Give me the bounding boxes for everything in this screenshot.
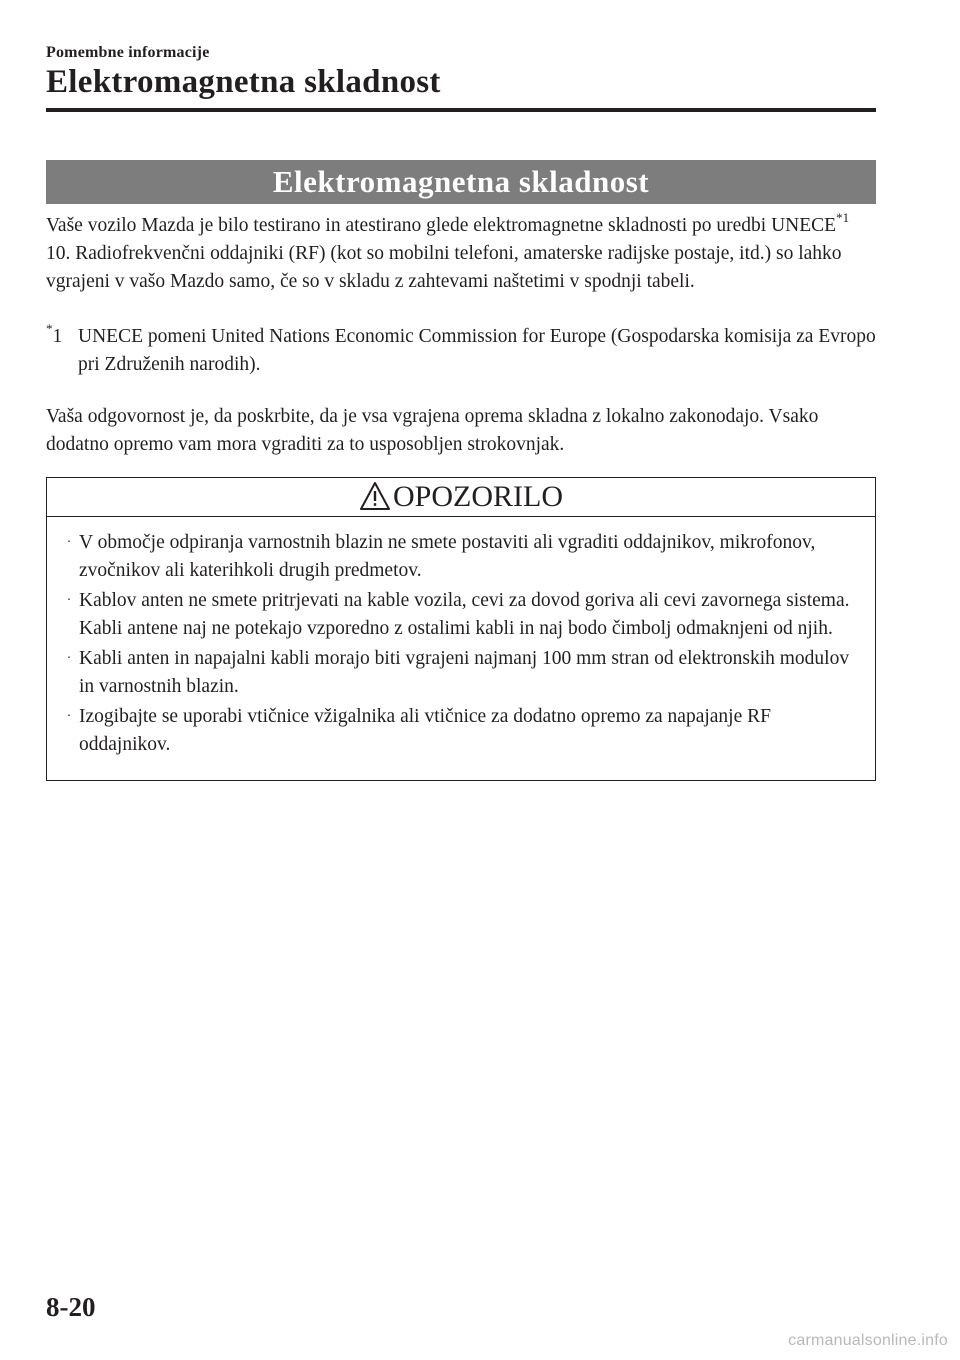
footnote-reference: *1 — [836, 209, 850, 225]
list-item — [59, 703, 855, 759]
bullet: · — [66, 709, 72, 724]
footnote-marker — [46, 320, 78, 379]
bullet: · — [66, 593, 72, 608]
warning-box — [46, 477, 876, 781]
page-number: 8-20 — [46, 1292, 96, 1322]
warning-title-bar — [47, 478, 875, 517]
list-item — [59, 529, 855, 585]
list-item-text: Izogibajte se uporabi vtičnice vžigalnika ali vtičnice za dodatno opremo za napajanje RF oddajnikov. — [79, 706, 771, 755]
watermark: carmanualsonline.info — [788, 1332, 948, 1349]
page-heading: Elektromagnetna skladnost — [46, 64, 441, 100]
list-item — [59, 587, 855, 643]
warning-list — [47, 517, 875, 759]
list-item-text: Kablov anten ne smete pritrjevati na kable vozila, cevi za dovod goriva ali cevi zavornega sistema. Kabli antene naj ne potekajo vzporedno z ostalimi kabli in naj bodo čimbolj odmaknjeni od njih. — [79, 590, 850, 639]
list-item-text: V območje odpiranja varnostnih blazin ne smete postaviti ali vgraditi oddajnikov, mikrofonov, zvočnikov ali katerihkoli drugih predmetov. — [79, 532, 816, 581]
intro-text-part2: 10. Radiofrekvenčni oddajniki (RF) (kot so mobilni telefoni, amaterske radijske postaje, itd.) so lahko vgrajeni v vašo Mazdo samo, če so v skladu z zahtevami naštetimi v spodnji tabeli. — [46, 243, 842, 292]
warning-title: OPOZORILO — [393, 480, 563, 513]
section-banner: Elektromagnetna skladnost — [46, 160, 876, 204]
footnote — [46, 320, 876, 379]
bullet: · — [66, 535, 72, 550]
intro-paragraph — [46, 209, 876, 296]
intro-text-part1: Vaše vozilo Mazda je bilo testirano in atestirano glede elektromagnetne skladnosti po uredbi UNECE — [46, 215, 837, 236]
heading-rule — [46, 108, 876, 112]
responsibility-paragraph: Vaša odgovornost je, da poskrbite, da je vsa vgrajena oprema skladna z lokalno zakonodajo. Vsako dodatno opremo vam mora vgraditi za to usposobljen strokovnjak. — [46, 406, 819, 455]
bullet: · — [66, 651, 72, 666]
list-item — [59, 645, 855, 701]
warning-triangle-icon — [359, 481, 391, 511]
footnote-number: 1 — [52, 326, 63, 347]
footnote-text: UNECE pomeni United Nations Economic Commission for Europe (Gospodarska komisija za Evropo pri Združenih narodih). — [78, 326, 876, 375]
chapter-label: Pomembne informacije — [46, 44, 210, 61]
footnote-asterisk: * — [46, 320, 53, 336]
list-item-text: Kabli anten in napajalni kabli morajo biti vgrajeni najmanj 100 mm stran od elektronskih modulov in varnostnih blazin. — [79, 648, 850, 697]
